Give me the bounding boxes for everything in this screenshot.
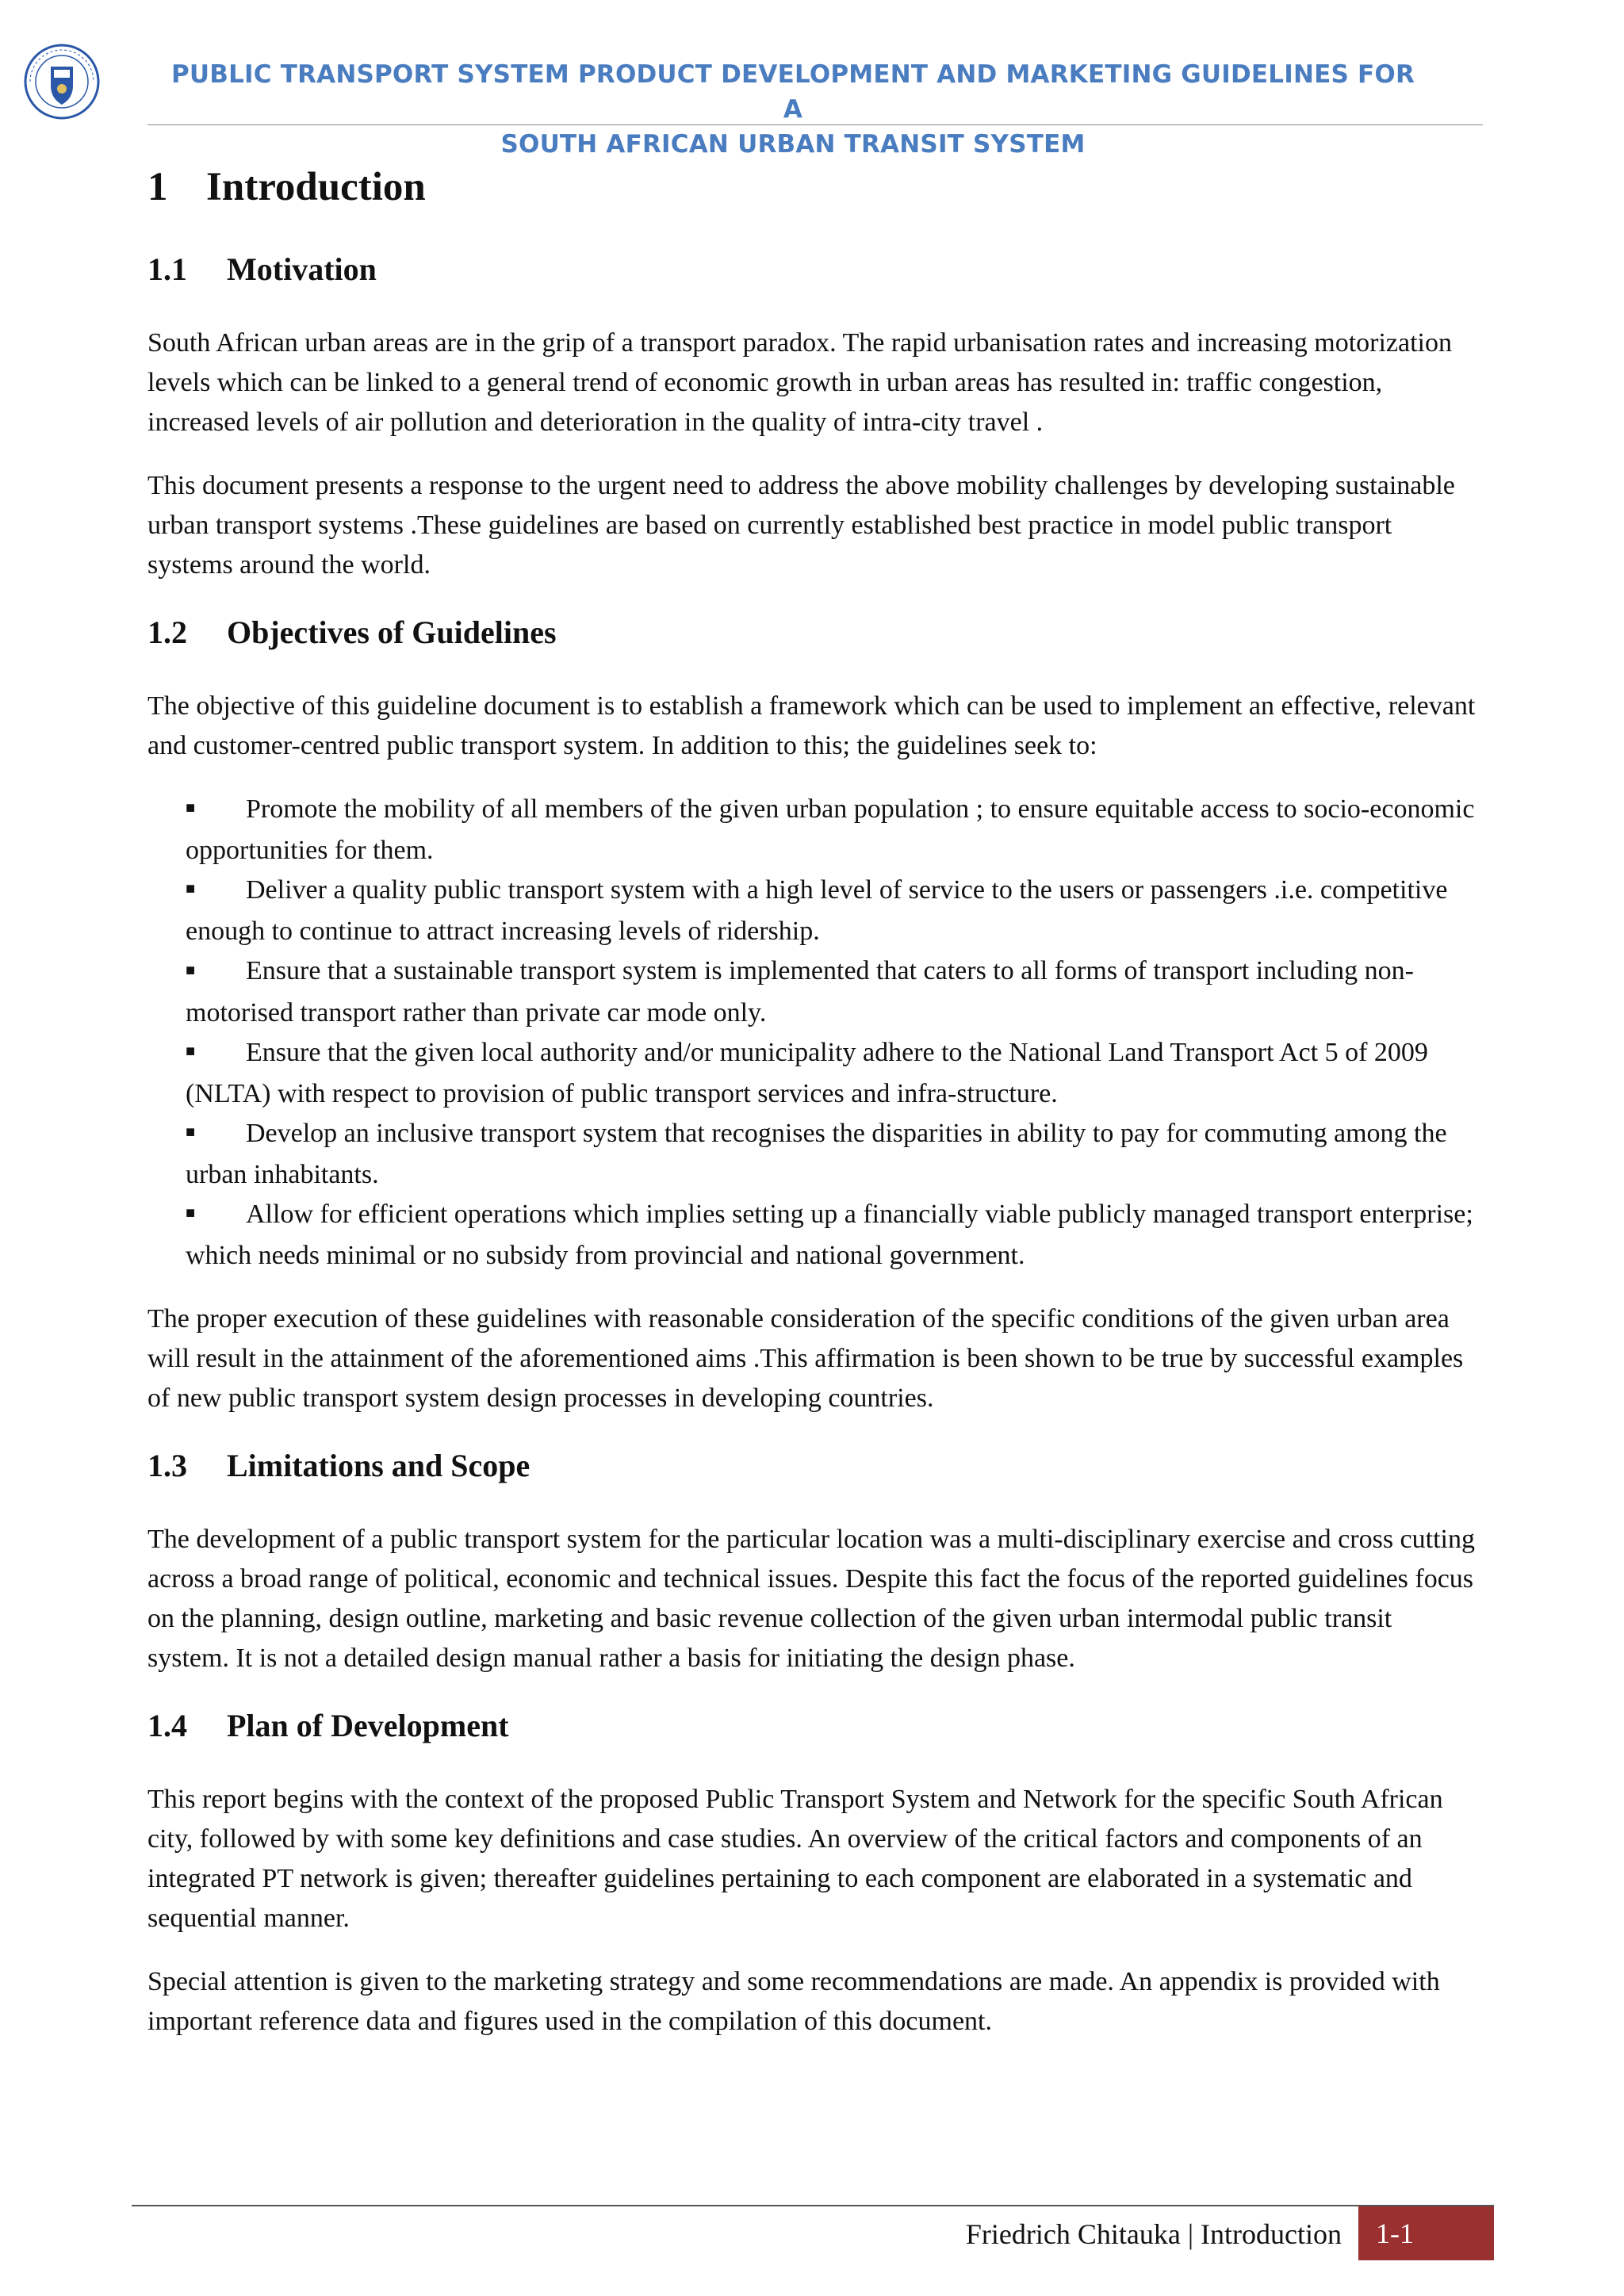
list-item [186,951,1480,1032]
paragraph: Special attention is given to the marketing strategy and some recommendations are made. An appendix is provided with important reference data and figures used in the compilation of this document. [147,1967,1440,2037]
list-item-text: Allow for efficient operations which implies setting up a financially viable publicly managed transport enterprise; which needs minimal or no subsidy from provincial and national government. [186,1200,1473,1271]
list-item [186,871,1480,951]
page-number-badge: 1-1 [1358,2206,1494,2260]
header-title [159,57,1427,162]
section-plan [147,1702,1480,2042]
list-item [186,790,1480,871]
document-body [147,155,1480,2065]
section-number: 1.4 [147,1708,187,1744]
section-heading [147,1702,1480,1750]
section-title: Limitations and Scope [227,1448,530,1484]
section-number: 1.2 [147,614,187,650]
header-title-line-1: PUBLIC TRANSPORT SYSTEM PRODUCT DEVELOPMENT AND MARKETING GUIDELINES FOR A [170,60,1415,124]
page-header [0,0,1624,159]
list-item-text: Develop an inclusive transport system that recognises the disparities in ability to pay for commuting among the urban inhabitants. [186,1118,1447,1190]
section-motivation [147,246,1480,585]
header-title-line-2: SOUTH AFRICAN URBAN TRANSIT SYSTEM [500,130,1086,159]
section-heading [147,246,1480,293]
footer-author-section: Friedrich Chitauka | Introduction [965,2218,1342,2250]
square-bullet-icon: ■ [186,1204,196,1223]
paragraph: This report begins with the context of the proposed Public Transport System and Network for the specific South African city, followed by with some key definitions and case studies. An overview of the critical factors and components of an integrated PT network is given; thereafter guidelines pertaining to each component are elaborated in a systematic and sequential manner. [147,1785,1443,1934]
square-bullet-icon: ■ [186,1123,196,1142]
footer-divider [132,2205,1494,2206]
chapter-heading [147,155,1480,219]
header-divider [147,124,1483,125]
list-item-text: Promote the mobility of all members of the given urban population ; to ensure equitable access to socio-economic opportunities for them. [186,794,1475,866]
paragraph: The objective of this guideline document is to establish a framework which can be used to implement an effective, relevant and customer-centred public transport system. In addition to this; the guidelines seek to: [147,691,1476,760]
paragraph: The proper execution of these guidelines with reasonable consideration of the specific conditions of the given urban area will result in the attainment of the aforementioned aims .This affirmation is been shown to be true by successful examples of new public transport system design processes in developing countries. [147,1304,1464,1414]
paragraph: The development of a public transport system for the particular location was a multi-disciplinary exercise and cross cutting across a broad range of political, economic and technical issues. Despite this fact the focus of the reported guidelines focus on the planning, design outline, marketing and basic revenue collection of the given urban intermodal public transit system. It is not a detailed design manual rather a basis for initiating the design phase. [147,1525,1475,1674]
paragraph: South African urban areas are in the grip of a transport paradox. The rapid urbanisation rates and increasing motorization levels which can be linked to a general trend of economic growth in urban areas has resulted in: traffic congestion, increased levels of air pollution and deterioration in the quality of intra-city travel . [147,328,1452,437]
list-item-text: Ensure that the given local authority and/or municipality adhere to the National Land Transport Act 5 of 2009 (NLTA) with respect to provision of public transport services and infra-structure. [186,1037,1428,1108]
square-bullet-icon: ■ [186,799,196,817]
section-limitations [147,1442,1480,1678]
section-heading [147,1442,1480,1490]
square-bullet-icon: ■ [186,1042,196,1060]
section-number: 1.3 [147,1448,187,1484]
objectives-list [147,790,1480,1276]
section-heading [147,609,1480,656]
list-item-text: Deliver a quality public transport system with a high level of service to the users or passengers .i.e. competitive enough to continue to attract increasing levels of ridership. [186,875,1448,947]
section-number: 1.1 [147,251,187,287]
list-item [186,1033,1480,1114]
section-objectives [147,609,1480,1418]
section-title: Motivation [227,251,377,287]
section-title: Objectives of Guidelines [227,614,557,650]
paragraph: This document presents a response to the urgent need to address the above mobility challenges by developing sustainable urban transport systems .These guidelines are based on currently established best practice in model public transport systems around the world. [147,471,1455,580]
chapter-title: Introduction [206,165,426,209]
list-item-text: Ensure that a sustainable transport system is implemented that caters to all forms of transport including non-motorised transport rather than private car mode only. [186,956,1414,1027]
section-title: Plan of Development [227,1708,509,1744]
university-crest-icon [22,38,102,125]
square-bullet-icon: ■ [186,880,196,898]
list-item [186,1195,1480,1276]
square-bullet-icon: ■ [186,961,196,979]
chapter-number: 1 [147,165,168,209]
list-item [186,1114,1480,1195]
